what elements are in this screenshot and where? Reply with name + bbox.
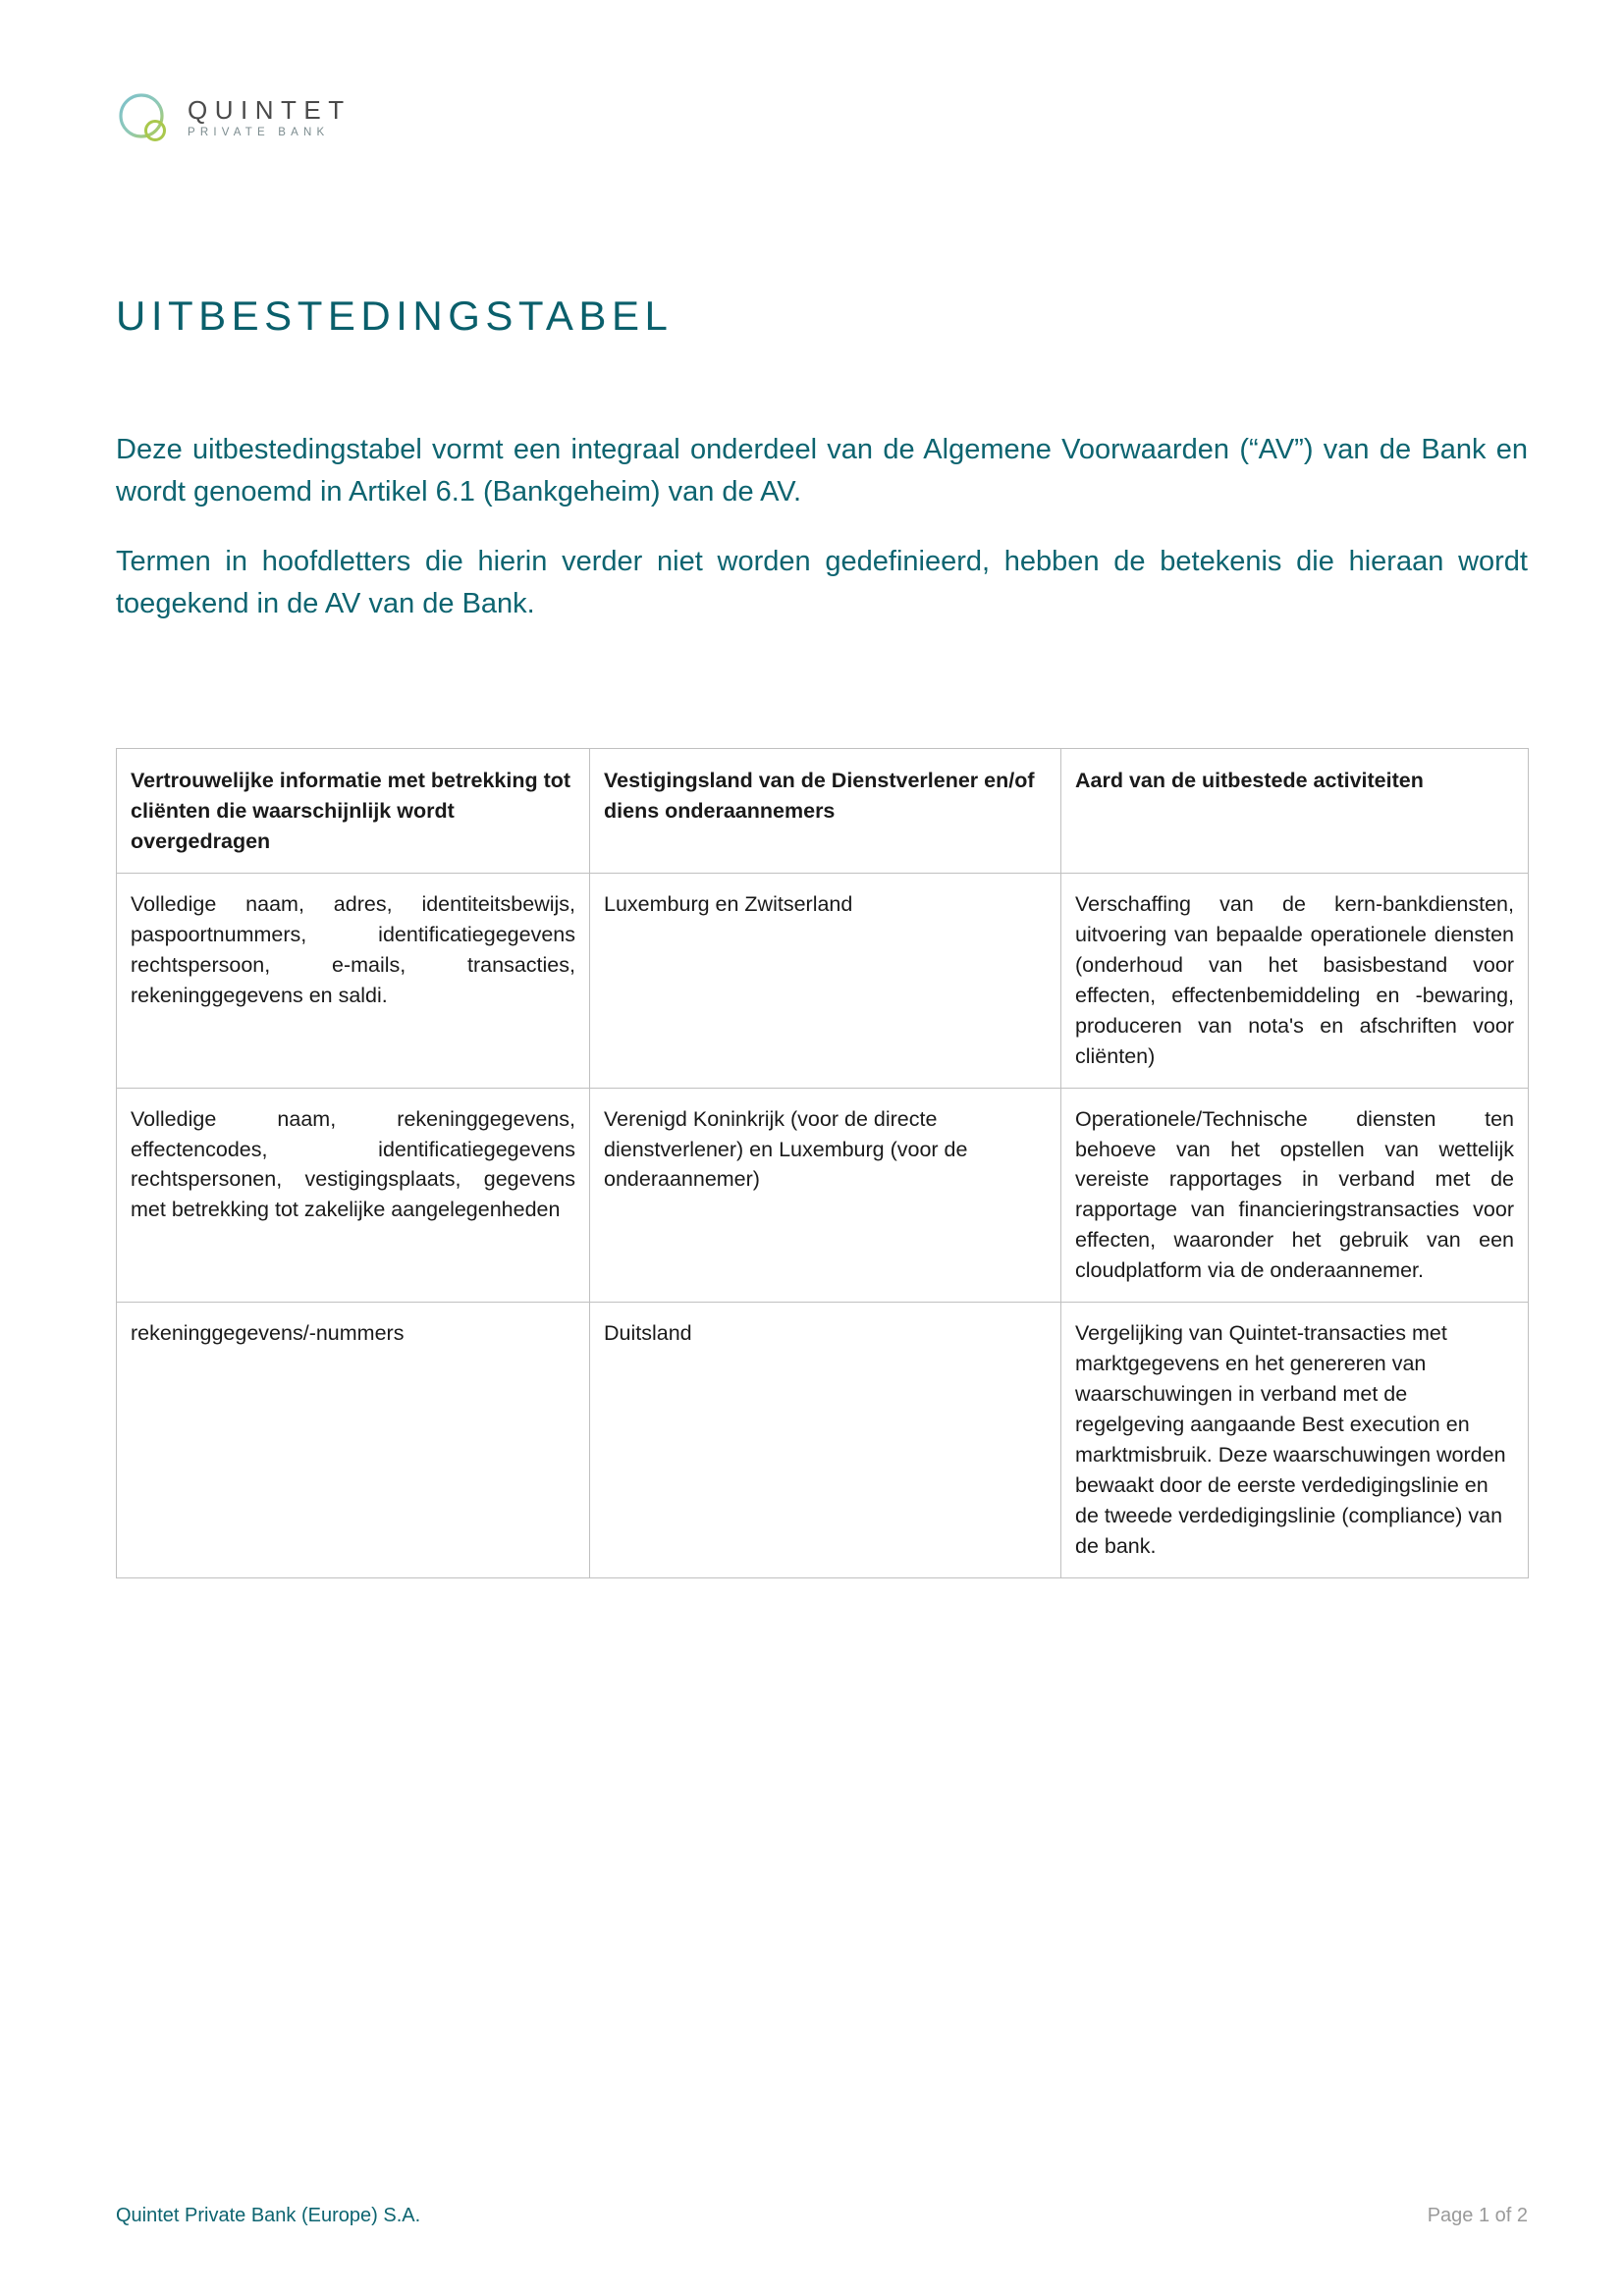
column-header-confidential-information: Vertrouwelijke informatie met betrekking tot cliënten die waarschijnlijk wordt overgedragen — [117, 749, 590, 874]
intro-paragraph-1: Deze uitbestedingstabel vormt een integraal onderdeel van de Algemene Voorwaarden (“AV”) van de Bank en wordt genoemd in Artikel 6.1 (Bankgeheim) van de AV. — [116, 434, 1528, 507]
cell-confidential-information: Volledige naam, rekeninggegevens, effectencodes, identificatiegegevens rechtspersonen, vestigingsplaats, gegevens met betrekking tot zakelijke aangelegenheden — [117, 1088, 590, 1303]
cell-country: Duitsland — [590, 1303, 1061, 1578]
page-title: UITBESTEDINGSTABEL — [116, 293, 674, 340]
cell-country: Luxemburg en Zwitserland — [590, 873, 1061, 1088]
column-header-country: Vestigingsland van de Dienstverlener en/of diens onderaannemers — [590, 749, 1061, 874]
column-header-activities: Aard van de uitbestede activiteiten — [1061, 749, 1529, 874]
page-footer — [116, 2205, 1528, 2227]
cell-confidential-information: rekeninggegevens/-nummers — [117, 1303, 590, 1578]
brand-logo — [116, 90, 352, 145]
intro-paragraph-2: Termen in hoofdletters die hierin verder niet worden gedefinieerd, hebben de betekenis die hieraan wordt toegekend in de AV van de Bank. — [116, 545, 1528, 619]
table-header-row — [117, 749, 1529, 874]
cell-activities: Verschaffing van de kern-bankdiensten, uitvoering van bepaalde operationele diensten (onderhoud van het basisbestand voor effecten, effectenbemiddeling en -bewaring, produceren van nota's en afschriften voor cliënten) — [1061, 873, 1529, 1088]
table-row — [117, 1303, 1529, 1578]
outsourcing-table — [116, 748, 1529, 1578]
outsourcing-table-container — [116, 748, 1528, 1578]
table-row — [117, 1088, 1529, 1303]
quintet-circle-logo-icon — [116, 90, 171, 145]
brand-tagline: PRIVATE BANK — [188, 127, 330, 139]
brand-wordmark — [188, 95, 352, 140]
cell-activities: Vergelijking van Quintet-transacties met marktgegevens en het genereren van waarschuwingen in verband met de regelgeving aangaande Best execution en marktmisbruik. Deze waarschuwingen worden bewaakt door de eerste verdedigingslinie en de tweede verdedigingslinie (compliance) van de bank. — [1061, 1303, 1529, 1578]
table-row — [117, 873, 1529, 1088]
footer-entity-name: Quintet Private Bank (Europe) S.A. — [116, 2205, 421, 2226]
brand-name: QUINTET — [188, 94, 352, 125]
intro-section — [116, 429, 1528, 625]
cell-confidential-information: Volledige naam, adres, identiteitsbewijs, paspoortnummers, identificatiegegevens rechtspersoon, e-mails, transacties, rekeninggegevens en saldi. — [117, 873, 590, 1088]
cell-country: Verenigd Koninkrijk (voor de directe dienstverlener) en Luxemburg (voor de onderaannemer) — [590, 1088, 1061, 1303]
cell-activities: Operationele/Technische diensten ten behoeve van het opstellen van wettelijk vereiste rapportages in verband met de rapportage van financieringstransacties voor effecten, waaronder het gebruik van een cloudplatform via de onderaannemer. — [1061, 1088, 1529, 1303]
footer-page-number: Page 1 of 2 — [1427, 2205, 1528, 2226]
